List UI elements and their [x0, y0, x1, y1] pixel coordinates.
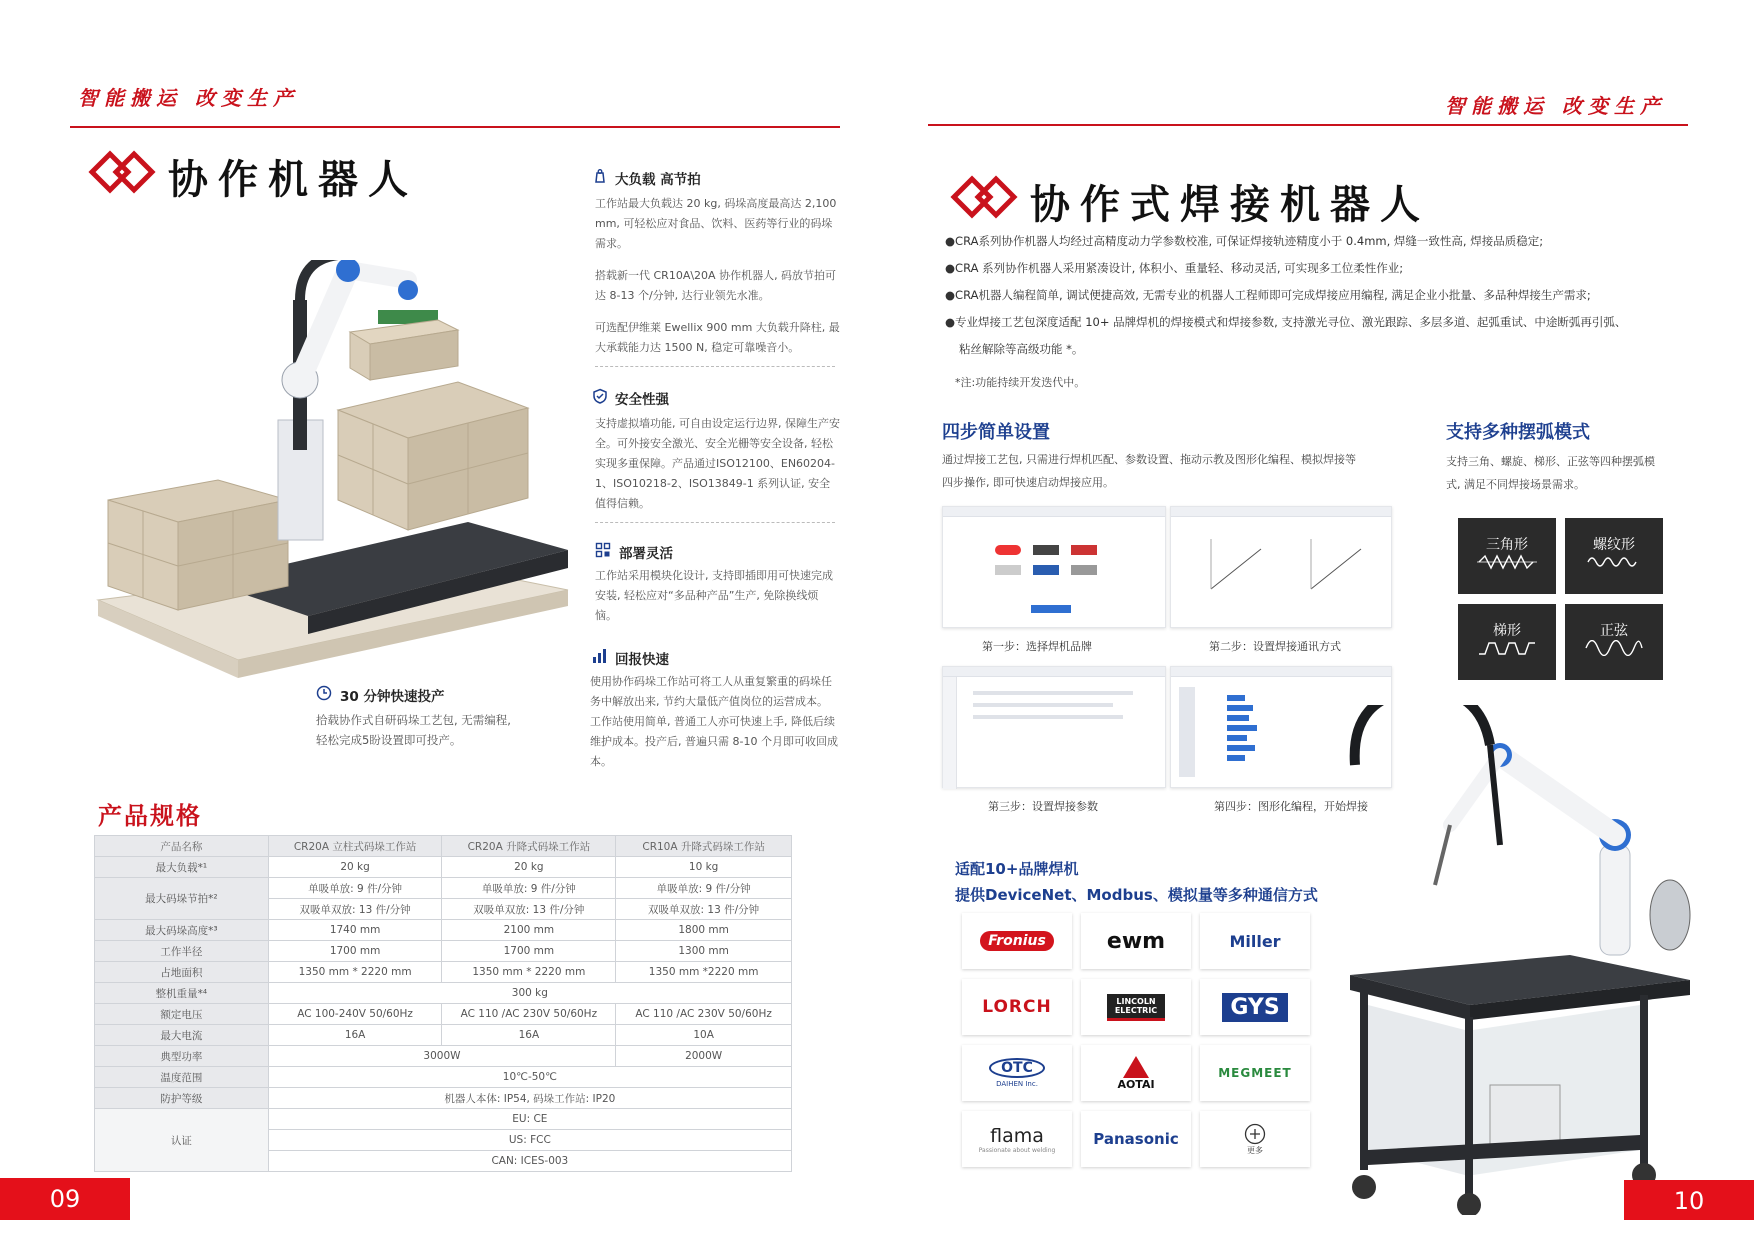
brand-logo-gys: GYS: [1200, 979, 1310, 1035]
table-cell: 单吸单放: 9 件/分钟: [268, 878, 442, 899]
table-cell: 16A: [442, 1025, 616, 1046]
table-label: 额定电压: [95, 1004, 269, 1025]
table-label: 占地面积: [95, 962, 269, 983]
table-cell: 产品名称: [95, 836, 269, 857]
table-label: 最大负载*¹: [95, 857, 269, 878]
table-cell: AC 100-240V 50/60Hz: [268, 1004, 442, 1025]
clock-icon: [316, 685, 332, 701]
diamond-logo-icon: [88, 150, 158, 194]
brand-logo-lincoln: LINCOLN ELECTRIC: [1081, 979, 1191, 1035]
brand-logo-fronius: Fronius: [962, 913, 1072, 969]
table-cell: 单吸单放: 9 件/分钟: [442, 878, 616, 899]
table-label: 整机重量*⁴: [95, 983, 269, 1004]
step-caption: 第二步：设置焊接通讯方式: [1209, 640, 1341, 653]
modules-icon: [595, 542, 611, 558]
spec-section-title: 产品规格: [98, 802, 202, 830]
table-label: 工作半径: [95, 941, 269, 962]
page-number: 10: [1624, 1180, 1754, 1220]
table-row: [95, 920, 792, 941]
table-cell: CR20A 升降式码垛工作站: [442, 836, 616, 857]
table-label: 典型功率: [95, 1046, 269, 1067]
weave-mode-label: 梯形: [1493, 623, 1521, 639]
table-cell: 机器人本体: IP54, 码垛工作站: IP20: [268, 1088, 791, 1109]
table-cell: 1700 mm: [268, 941, 442, 962]
table-cell: 1800 mm: [616, 920, 792, 941]
table-cell: 双吸单双放: 13 件/分钟: [616, 899, 792, 920]
triangle-wave-icon: [1477, 554, 1537, 570]
table-row: [95, 1088, 792, 1109]
table-cell: 1300 mm: [616, 941, 792, 962]
feature-paragraph: 工作站最大负载达 20 kg, 码垛高度最高达 2,100 mm, 可轻松应对食品、饮料、医药等行业的码垛需求。: [595, 197, 837, 250]
weave-mode-label: 正弦: [1600, 623, 1628, 639]
brand-logo-lorch: LORCH: [962, 979, 1072, 1035]
feature-paragraph: 可选配伊维莱 Ewellix 900 mm 大负载升降柱, 最大承载能力达 1500 N, 稳定可靠噪音小。: [595, 321, 840, 354]
weave-line: 支持三角、螺旋、梯形、正弦等四种摆弧模: [1446, 455, 1655, 468]
feature-title: 安全性强: [615, 392, 669, 408]
table-row: [95, 962, 792, 983]
welding-robot-image: [1340, 705, 1700, 1215]
table-cell: 1350 mm * 2220 mm: [442, 962, 616, 983]
weave-mode-trapezoid: [1458, 604, 1556, 680]
feature-bullet-list: [945, 228, 1626, 363]
spiral-wave-icon: [1584, 554, 1644, 570]
feature-text: [595, 566, 840, 638]
table-cell: 2000W: [616, 1046, 792, 1067]
feature-text: [595, 194, 840, 370]
brand-logo-miller: Miller: [1200, 913, 1310, 969]
table-cell: 1350 mm *2220 mm: [616, 962, 792, 983]
bullet-item: ●CRA系列协作机器人均经过高精度动力学参数校准, 可保证焊接轨迹精度小于 0.4mm, 焊缝一致性高, 焊接品质稳定;: [945, 234, 1544, 248]
table-cell: 双吸单双放: 13 件/分钟: [268, 899, 442, 920]
weave-text: [1446, 450, 1655, 496]
table-cell: CR10A 升降式码垛工作站: [616, 836, 792, 857]
table-row: [95, 878, 792, 899]
brand-logo-panasonic: Panasonic: [1081, 1111, 1191, 1167]
weave-mode-label: 三角形: [1486, 537, 1528, 553]
left-slogan: 智能搬运 改变生产: [78, 86, 299, 110]
plus-circle-icon: [1244, 1123, 1266, 1145]
table-cell: AC 110 /AC 230V 50/60Hz: [616, 1004, 792, 1025]
table-row: [95, 1109, 792, 1130]
weave-mode-sine: [1565, 604, 1663, 680]
page-number: 09: [0, 1178, 130, 1220]
feature-paragraph: 使用协作码垛工作站可将工人从重复繁重的码垛任务中解放出来, 节约大量低产值岗位的运营成本。工作站使用简单, 普通工人亦可快速上手, 降低后续维护成本。投产后, 普遍只需 8-10 个月即可收回成本。: [590, 675, 838, 768]
table-cell: 20 kg: [268, 857, 442, 878]
bullet-item: ●CRA机器人编程简单, 调试便捷高效, 无需专业的机器人工程师即可完成焊接应用编程, 满足企业小批量、多品种焊接生产需求;: [945, 288, 1591, 302]
table-cell: 10A: [616, 1025, 792, 1046]
feature-title: 大负载 高节拍: [615, 172, 701, 188]
table-row: [95, 1046, 792, 1067]
right-header-rule: [928, 124, 1688, 126]
brand-logo-aotai: AOTAI: [1081, 1045, 1191, 1101]
table-cell: 1700 mm: [442, 941, 616, 962]
table-row: [95, 1067, 792, 1088]
four-steps-line: 四步操作, 即可快速启动焊接应用。: [942, 476, 1114, 489]
table-label: 最大码垛高度*³: [95, 920, 269, 941]
weave-mode-spiral: [1565, 518, 1663, 594]
brand-more[interactable]: 更多: [1200, 1111, 1310, 1167]
table-cell: 20 kg: [442, 857, 616, 878]
quick-setup-title: 30 分钟快速投产: [340, 689, 445, 705]
table-row: [95, 1004, 792, 1025]
step-caption: 第三步：设置焊接参数: [988, 800, 1098, 813]
weave-line: 式, 满足不同焊接场景需求。: [1446, 478, 1585, 491]
four-steps-line: 通过焊接工艺包, 只需进行焊机匹配、参数设置、拖动示教及图形化编程、模拟焊接等: [942, 453, 1356, 466]
trapezoid-wave-icon: [1477, 640, 1537, 656]
bullet-item: ●专业焊接工艺包深度适配 10+ 品牌焊机的焊接模式和焊接参数, 支持激光寻位、激光跟踪、多层多道、起弧重试、中途断弧再引弧、: [945, 315, 1627, 329]
weave-title: 支持多种摆弧模式: [1446, 422, 1590, 443]
table-label: 最大电流: [95, 1025, 269, 1046]
table-cell: 3000W: [268, 1046, 616, 1067]
quick-setup-line: 轻松完成5盼设置即可投产。: [316, 733, 462, 747]
brand-logo-megmeet: MEGMEET: [1200, 1045, 1310, 1101]
table-row: [95, 857, 792, 878]
table-cell: 10℃-50℃: [268, 1067, 791, 1088]
table-cell: 单吸单放: 9 件/分钟: [616, 878, 792, 899]
spec-table: [94, 835, 792, 1172]
bar-chart-icon: [591, 648, 607, 664]
table-row: [95, 941, 792, 962]
table-cell: EU: CE: [268, 1109, 791, 1130]
table-cell: AC 110 /AC 230V 50/60Hz: [442, 1004, 616, 1025]
brand-logo-flama: flama Passionate about welding: [962, 1111, 1072, 1167]
brands-title: 适配10+品牌焊机: [955, 860, 1079, 878]
table-row: [95, 1025, 792, 1046]
step-screenshot: [942, 506, 1166, 628]
four-steps-text: [942, 448, 1356, 494]
divider: [595, 522, 835, 523]
left-header-rule: [70, 126, 840, 128]
table-cell: CR20A 立柱式码垛工作站: [268, 836, 442, 857]
aotai-triangle-icon: [1123, 1056, 1149, 1078]
table-cell: CAN: ICES-003: [268, 1151, 791, 1172]
table-row: [95, 983, 792, 1004]
table-cell: 2100 mm: [442, 920, 616, 941]
feature-text: [595, 414, 840, 526]
brand-logo-ewm: ewm: [1081, 913, 1191, 969]
quick-setup-line: 拾载协作式自研码垛工艺包, 无需编程,: [316, 713, 511, 727]
weave-mode-label: 螺纹形: [1593, 537, 1635, 553]
table-cell: 10 kg: [616, 857, 792, 878]
table-cell: 双吸单双放: 13 件/分钟: [442, 899, 616, 920]
quick-setup-text: [316, 710, 511, 750]
right-page-title: 协作式焊接机器人: [1030, 181, 1430, 228]
table-label: 防护等级: [95, 1088, 269, 1109]
step-screenshot: [942, 666, 1166, 788]
sine-wave-icon: [1584, 640, 1644, 656]
right-slogan: 智能搬运 改变生产: [1445, 94, 1666, 118]
bullet-item: 粘丝解除等高级功能 *。: [959, 342, 1084, 356]
table-row: [95, 836, 792, 857]
step-caption: 第一步：选择焊机品牌: [982, 640, 1092, 653]
step-caption: 第四步：图形化编程，开始焊接: [1214, 800, 1368, 813]
table-label: 最大码垛节拍*²: [95, 878, 269, 920]
shield-icon: [592, 388, 608, 404]
feature-title: 部署灵活: [619, 546, 673, 562]
feature-paragraph: 搭载新一代 CR10A\20A 协作机器人, 码放节拍可达 8-13 个/分钟, 达行业领先水准。: [595, 269, 837, 302]
table-cell: 300 kg: [268, 983, 791, 1004]
note-text: *注:功能持续开发迭代中。: [955, 376, 1086, 389]
table-label: 温度范围: [95, 1067, 269, 1088]
divider: [595, 366, 835, 367]
bullet-item: ●CRA 系列协作机器人采用紧凑设计, 体积小、重量轻、移动灵活, 可实现多工位柔性作业;: [945, 261, 1404, 275]
weight-icon: [592, 168, 608, 184]
brand-logo-otc: OTC DAIHEN Inc.: [962, 1045, 1072, 1101]
feature-paragraph: 支持虚拟墙功能, 可自由设定运行边界, 保障生产安全。可外接安全激光、安全光栅等安全设备, 轻松实现多重保障。产品通过ISO12100、EN60204-1、ISO10218-2、ISO13849-1 系列认证, 安全值得信赖。: [595, 417, 840, 510]
palletizing-robot-image: [88, 260, 588, 680]
feature-paragraph: 工作站采用模块化设计, 支持即插即用可快速完成安装, 轻松应对“多品种产品”生产, 免除换线烦恼。: [595, 569, 833, 622]
weave-mode-triangle: [1458, 518, 1556, 594]
feature-title: 回报快速: [615, 652, 669, 668]
table-label: 认证: [95, 1109, 269, 1172]
table-cell: 16A: [268, 1025, 442, 1046]
four-steps-title: 四步简单设置: [942, 422, 1050, 443]
feature-text: [590, 672, 838, 784]
table-cell: 1350 mm * 2220 mm: [268, 962, 442, 983]
step-screenshot: [1170, 506, 1392, 628]
diamond-logo-icon: [950, 175, 1020, 219]
brands-subtitle: 提供DeviceNet、Modbus、模拟量等多种通信方式: [955, 886, 1318, 904]
left-page-title: 协作机器人: [168, 156, 418, 203]
table-cell: US: FCC: [268, 1130, 791, 1151]
table-cell: 1740 mm: [268, 920, 442, 941]
